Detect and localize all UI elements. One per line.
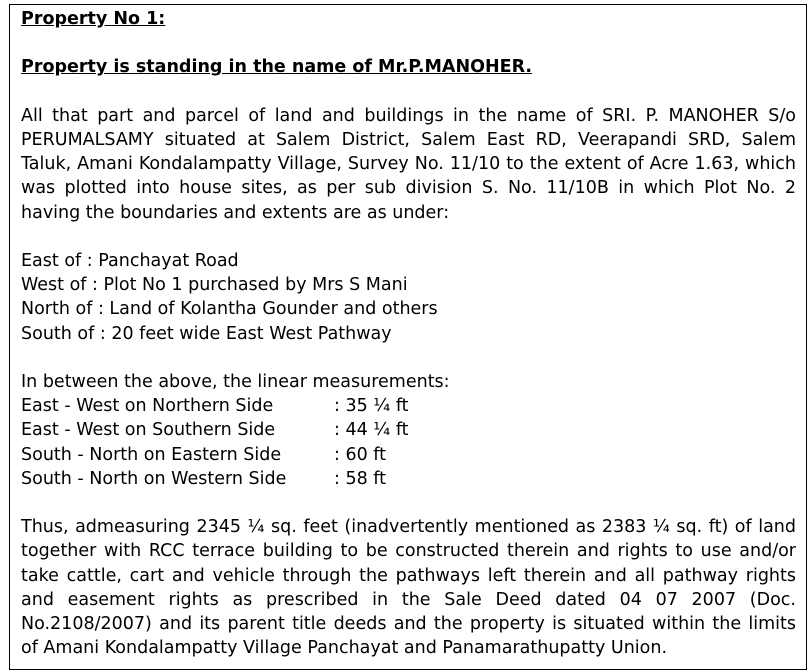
measurement-side: East - West on Northern Side bbox=[21, 396, 274, 417]
measurement-row bbox=[21, 418, 796, 442]
boundary-direction: West of : bbox=[21, 275, 98, 296]
measurements-table bbox=[21, 394, 796, 491]
boundary-row bbox=[21, 297, 796, 321]
intro-paragraph: All that part and parcel of land and buildings in the name of SRI. P. MANOHER S/o PERUMALSAMY situated at Salem District, Salem East RD, Veerapandi SRD, Salem Taluk, Amani Kondalampatty Village, Survey No. 11/10 to the extent of Acre 1.63, which was plotted into house sites, as per sub division S. No. 11/10B in which Plot No. 2 having the boundaries and extents are as under: bbox=[21, 105, 796, 223]
measurement-row bbox=[21, 443, 796, 467]
measurement-value: : 60 ft bbox=[334, 444, 387, 465]
boundary-direction: South of : bbox=[21, 323, 106, 344]
measurement-side: South - North on Eastern Side bbox=[21, 444, 282, 465]
boundary-direction: East of : bbox=[21, 250, 93, 271]
boundary-description: Panchayat Road bbox=[98, 250, 239, 271]
closing-paragraph: Thus, admeasuring 2345 ¼ sq. feet (inadvertently mentioned as 2383 ¼ sq. ft) of land together with RCC terrace building to be constructed therein and rights to use and/or take cattle, cart and vehicle through the pathways left therein and all pathway rights and easement rights as prescribed in the Sale Deed dated 04 07 2007 (Doc. No.2108/2007) and its parent title deeds and the property is situated within the limits of Amani Kondalampatty Village Panchayat and Panamarathupatty Union. bbox=[21, 517, 796, 659]
measurement-value: : 44 ¼ ft bbox=[334, 420, 409, 441]
boundary-row bbox=[21, 273, 796, 297]
boundary-row bbox=[21, 249, 796, 273]
document-body bbox=[21, 7, 796, 660]
boundary-description: Plot No 1 purchased by Mrs S Mani bbox=[103, 275, 408, 296]
measurement-side: South - North on Western Side bbox=[21, 468, 287, 489]
measurement-value: : 58 ft bbox=[334, 468, 387, 489]
boundary-description: 20 feet wide East West Pathway bbox=[111, 323, 392, 344]
boundary-direction: North of : bbox=[21, 299, 104, 320]
property-number-heading: Property No 1: bbox=[21, 9, 166, 29]
boundary-description: Land of Kolantha Gounder and others bbox=[109, 299, 438, 320]
measurement-side: East - West on Southern Side bbox=[21, 420, 276, 441]
boundary-row bbox=[21, 322, 796, 346]
measurement-row bbox=[21, 467, 796, 491]
measurements-intro: In between the above, the linear measurements: bbox=[21, 371, 450, 392]
owner-heading: Property is standing in the name of Mr.P.MANOHER. bbox=[21, 57, 533, 78]
measurement-row bbox=[21, 394, 796, 418]
measurement-value: : 35 ¼ ft bbox=[334, 396, 409, 417]
boundaries-list bbox=[21, 249, 796, 346]
